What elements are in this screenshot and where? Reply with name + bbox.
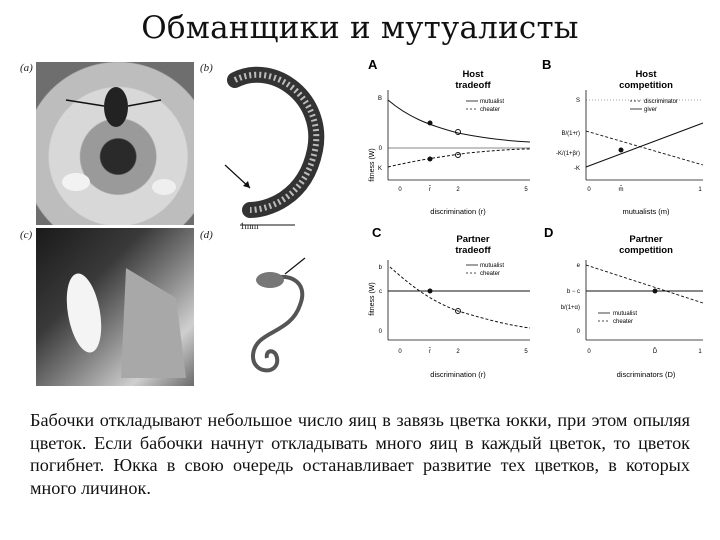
drawing-coiled-ovipositor (225, 250, 345, 380)
svg-text:b − c: b − c (566, 289, 580, 295)
panel-a-legend-1: mutualist (480, 99, 505, 105)
photo-label-a: (a) (20, 62, 33, 74)
svg-text:-K: -K (574, 166, 580, 172)
svg-text:5: 5 (524, 349, 528, 355)
photo-label-d: (d) (200, 229, 213, 241)
svg-text:0: 0 (587, 187, 591, 193)
svg-text:1: 1 (698, 349, 702, 355)
panel-c-letter: C (372, 225, 382, 240)
photo-label-b: (b) (200, 62, 213, 74)
panel-c-title-1: Partner (456, 234, 490, 245)
panel-b-xlabel: mutualists (m) (622, 207, 670, 216)
panel-a (368, 57, 530, 216)
svg-text:D̂: D̂ (652, 349, 658, 355)
scale-bar-label: 1mm (240, 221, 259, 231)
panel-c (369, 225, 530, 379)
panel-b-title-1: Host (635, 69, 657, 80)
panel-a-title-2: tradeoff (455, 80, 491, 91)
panel-d-legend-2: cheater (613, 319, 634, 325)
svg-text:5: 5 (524, 187, 528, 193)
panel-c-title-2: tradeoff (455, 245, 491, 256)
panel-d-xlabel: discriminators (D) (616, 370, 676, 379)
svg-text:2: 2 (456, 349, 460, 355)
panel-d-title-1: Partner (629, 234, 663, 245)
svg-text:0: 0 (398, 187, 402, 193)
svg-text:-K/(1+βr): -K/(1+βr) (556, 151, 580, 157)
panel-c-ylabel: fitness (W) (369, 282, 376, 316)
panel-d-title-2: competition (619, 245, 673, 256)
panel-a-legend-2: cheater (480, 107, 501, 113)
panel-c-legend-2: cheater (480, 271, 501, 277)
panel-a-ylabel: fitness (W) (369, 148, 376, 182)
svg-text:S: S (575, 98, 580, 104)
svg-text:1: 1 (698, 187, 702, 193)
drawing-moth-ovipositor (205, 60, 355, 230)
svg-text:b/(1+α): b/(1+α) (560, 305, 580, 311)
panel-d-letter: D (544, 225, 554, 240)
photo-moth-on-flower (36, 228, 194, 386)
panel-b (542, 57, 703, 216)
panel-b-letter: B (542, 57, 552, 72)
moth-silhouette-icon (36, 62, 194, 225)
panel-d (544, 225, 703, 379)
svg-text:0: 0 (398, 349, 402, 355)
svg-text:m̂: m̂ (618, 187, 624, 193)
svg-text:b: b (378, 265, 382, 271)
svg-text:B: B (377, 96, 382, 102)
panel-a-title-1: Host (462, 69, 484, 80)
panel-b-title-2: competition (619, 80, 673, 91)
svg-text:0: 0 (576, 329, 580, 335)
slide-caption: Бабочки откладывают небольшое число яиц в завязь цветка юкки, при этом опыляя цветок. Если бабочки начнут откладывать много яиц в каждый цветок, то цветок погибнет. Юкка в свою очередь останавливает развитие тех цветков, в которых много личинок. (30, 410, 690, 498)
photo-yucca-moth-flower (36, 62, 194, 225)
panel-c-xlabel: discrimination (r) (430, 370, 486, 379)
svg-text:B/(1+r): B/(1+r) (561, 131, 580, 137)
panel-b-legend-1: discriminator (644, 99, 679, 105)
svg-text:0: 0 (378, 146, 382, 152)
panel-a-letter: A (368, 57, 378, 72)
svg-text:r̂: r̂ (429, 349, 431, 355)
svg-text:c: c (379, 289, 382, 295)
panel-a-xlabel: discrimination (r) (430, 207, 486, 216)
svg-text:2: 2 (456, 187, 460, 193)
photo-label-c: (c) (20, 229, 33, 241)
svg-text:r̂: r̂ (429, 187, 431, 193)
panel-d-legend-1: mutualist (613, 311, 638, 317)
svg-text:0: 0 (587, 349, 591, 355)
fitness-figure (358, 55, 710, 385)
panel-b-legend-2: giver (644, 107, 658, 113)
svg-text:0: 0 (378, 329, 382, 335)
panel-c-legend-1: mutualist (480, 263, 505, 269)
svg-text:e: e (576, 263, 580, 269)
svg-text:K: K (377, 166, 382, 172)
slide-title: Обманщики и мутуалисты (141, 10, 579, 46)
